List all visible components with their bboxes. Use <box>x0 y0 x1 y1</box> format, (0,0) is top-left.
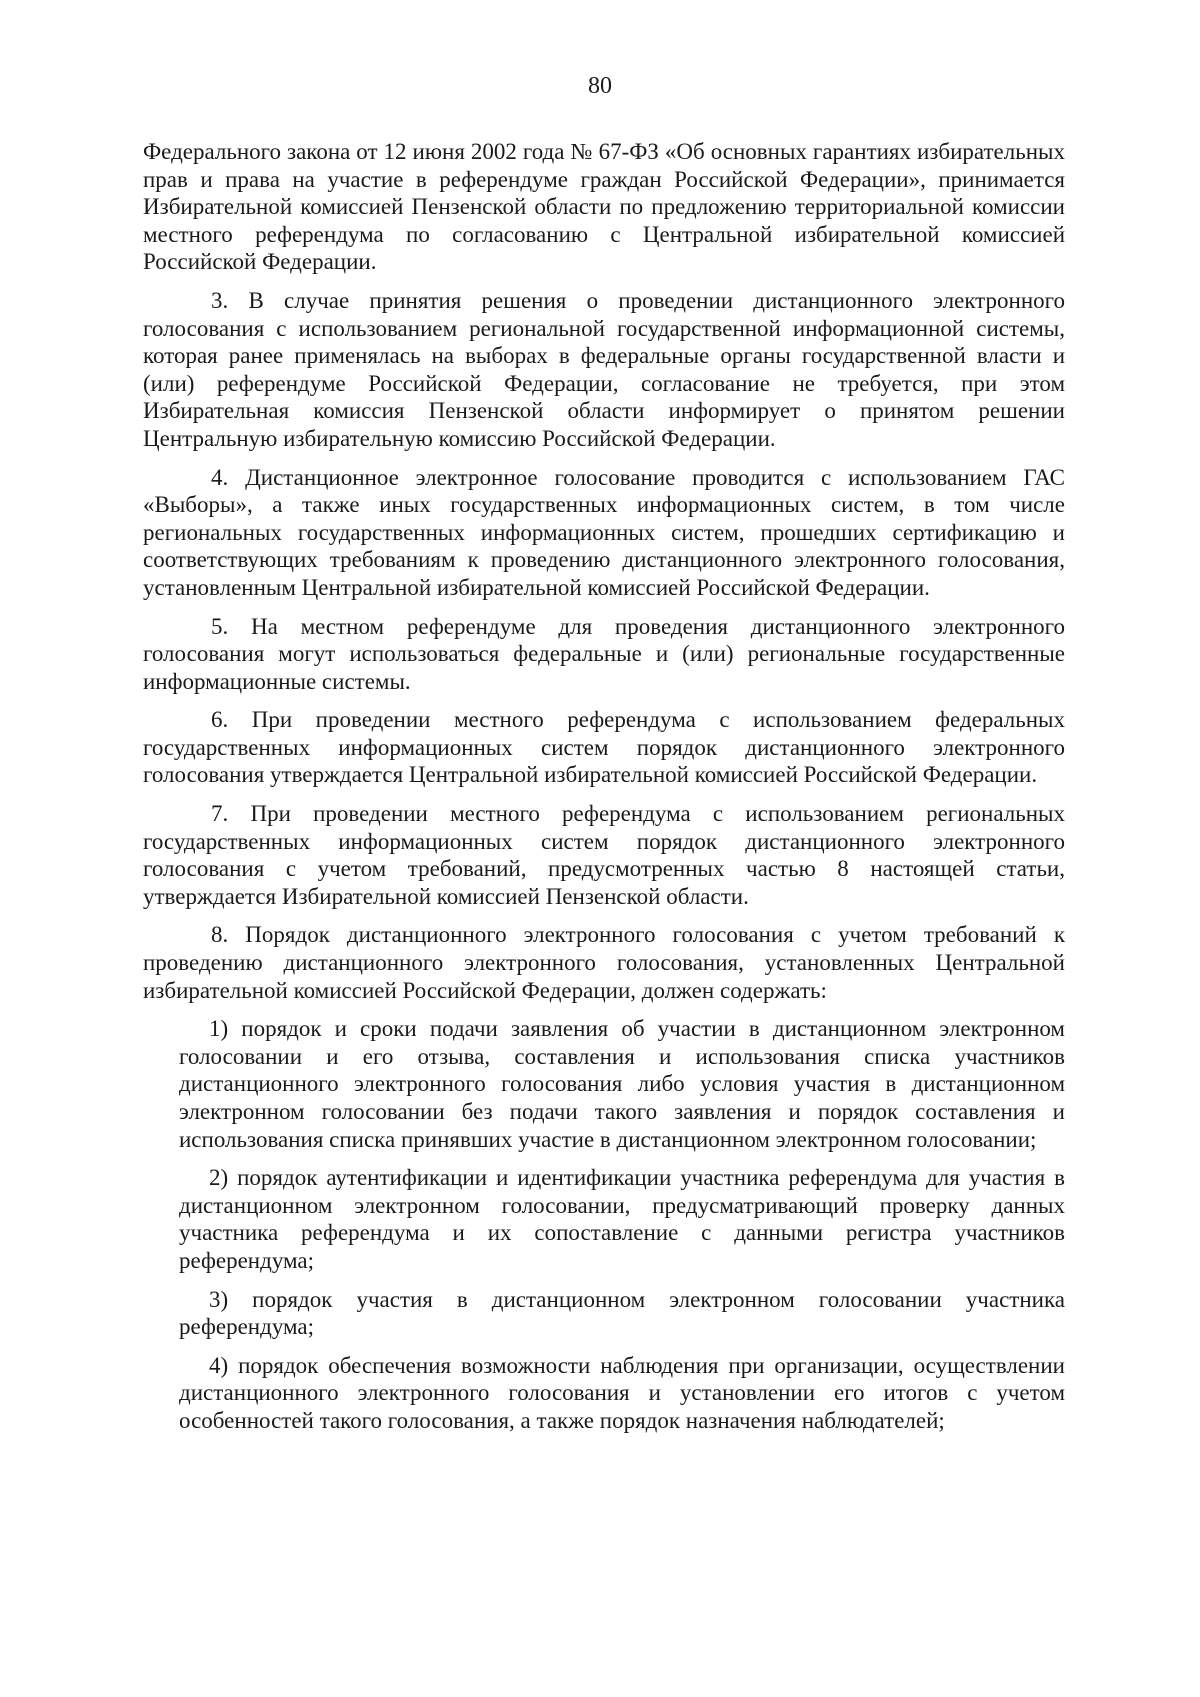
paragraph-item-6: 6. При проведении местного референдума с использованием федеральных государственных информационных систем порядок дистанционного электронного голосования утверждается Центральной избирательной комиссией Российской Федерации. <box>143 707 1065 788</box>
subitem-1: 1) порядок и сроки подачи заявления об участии в дистанционном электронном голосовании и его отзыва, составления и использования списка участников дистанционного электронного голосования либо условия участия в дистанционном электронном голосовании без подачи такого заявления и порядок составления и использования списка принявших участие в дистанционном электронном голосовании; <box>179 1016 1065 1152</box>
paragraph-item-3: 3. В случае принятия решения о проведении дистанционного электронного голосования с использованием региональной государственной информационной системы, которая ранее применялась на выборах в федеральные органы государственной власти и (или) референдуме Российской Федерации, согласование не требуется, при этом Избирательная комиссия Пензенской области информирует о принятом решении Центральную избирательную комиссию Российской Федерации. <box>143 287 1065 451</box>
paragraph-item-4: 4. Дистанционное электронное голосование проводится с использованием ГАС «Выборы», а также иных государственных информационных систем, в том числе региональных государственных информационных систем, прошедших сертификацию и соответствующих требованиям к проведению дистанционного электронного голосования, установленным Центральной избирательной комиссией Российской Федерации. <box>143 464 1065 600</box>
paragraph-item-8: 8. Порядок дистанционного электронного голосования с учетом требований к проведению дистанционного электронного голосования, установленных Центральной избирательной комиссией Российской Федерации, должен содержать: <box>143 922 1065 1003</box>
page-number: 80 <box>588 73 612 99</box>
subitem-2: 2) порядок аутентификации и идентификации участника референдума для участия в дистанционном электронном голосовании, предусматривающий проверку данных участника референдума и их сопоставление с данными регистра участников референдума; <box>179 1165 1065 1273</box>
paragraph-continuation: Федерального закона от 12 июня 2002 года № 67-ФЗ «Об основных гарантиях избирательных прав и права на участие в референдуме граждан Российской Федерации», принимается Избирательной комиссией Пензенской области по предложению территориальной комиссии местного референдума по согласованию с Центральной избирательной комиссией Российской Федерации. <box>143 139 1065 275</box>
paragraph-item-7: 7. При проведении местного референдума с использованием региональных государственных информационных систем порядок дистанционного электронного голосования с учетом требований, предусмотренных частью 8 настоящей статьи, утверждается Избирательной комиссией Пензенской области. <box>143 801 1065 909</box>
subitem-4: 4) порядок обеспечения возможности наблюдения при организации, осуществлении дистанционного электронного голосования и установлении его итогов с учетом особенностей такого голосования, а также порядок назначения наблюдателей; <box>179 1352 1065 1433</box>
subitem-3: 3) порядок участия в дистанционном электронном голосовании участника референдума; <box>179 1286 1065 1340</box>
document-body <box>143 138 1065 1446</box>
paragraph-item-5: 5. На местном референдуме для проведения дистанционного электронного голосования могут использоваться федеральные и (или) региональные государственные информационные системы. <box>143 613 1065 694</box>
